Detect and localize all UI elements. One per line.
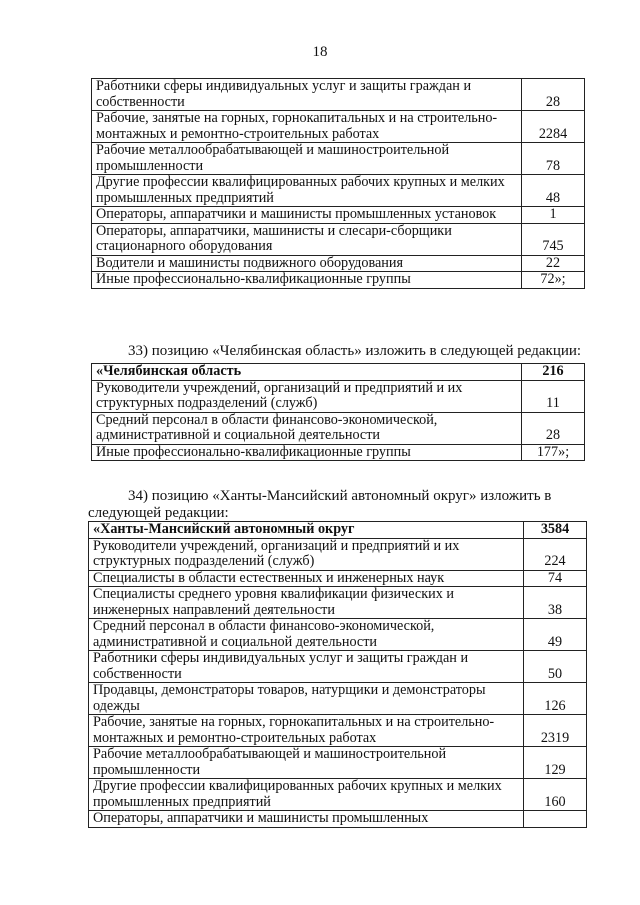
occupation-label: Специалисты в области естественных и инженерных наук [89,570,524,587]
occupation-count: 78 [522,143,585,175]
occupation-count: 745 [522,223,585,255]
table-row [89,683,587,715]
table-header-row [89,522,587,539]
occupation-count: 177»; [522,444,585,461]
table-row [89,747,587,779]
occupation-label: Рабочие металлообрабатывающей и машиностроительной промышленности [92,143,522,175]
table-chelyabinsk [91,363,585,461]
occupation-label: Руководители учреждений, организаций и предприятий и их структурных подразделений (служб) [89,538,524,570]
occupation-count: 129 [524,747,587,779]
occupation-count: 22 [522,255,585,272]
occupation-label: Работники сферы индивидуальных услуг и защиты граждан и собственности [89,651,524,683]
occupation-count: 74 [524,570,587,587]
section-34-intro-line2: следующей редакции: [88,505,229,521]
table-row [92,143,585,175]
occupation-label: Специалисты среднего уровня квалификации физических и инженерных направлений деятельности [89,587,524,619]
table-row [89,811,587,828]
occupation-label: Иные профессионально-квалификационные группы [92,272,522,289]
table-row [92,207,585,224]
table-continued [91,78,585,289]
occupation-count: 160 [524,779,587,811]
table-row [92,79,585,111]
table-row [92,272,585,289]
table-row [89,587,587,619]
occupation-label: Водители и машинисты подвижного оборудования [92,255,522,272]
table-row [92,412,585,444]
table-row [92,223,585,255]
section-34-intro-line1: 34) позицию «Ханты-Мансийский автономный округ» изложить в [128,488,552,504]
table-row [92,175,585,207]
table-body [92,79,585,289]
table-body [89,538,587,827]
occupation-label: Другие профессии квалифицированных рабочих крупных и мелких промышленных предприятий [92,175,522,207]
table-row [89,715,587,747]
region-name: «Челябинская область [92,364,522,381]
occupation-label: Работники сферы индивидуальных услуг и защиты граждан и собственности [92,79,522,111]
occupation-count: 28 [522,79,585,111]
region-total: 3584 [524,522,587,539]
section-34-intro [88,488,588,522]
region-name: «Ханты-Мансийский автономный округ [89,522,524,539]
occupation-label: Рабочие металлообрабатывающей и машиностроительной промышленности [89,747,524,779]
table-row [89,619,587,651]
occupation-count: 224 [524,538,587,570]
table-row [92,111,585,143]
table-header-row [92,364,585,381]
section-33-intro: 33) позицию «Челябинская область» изложить в следующей редакции: [128,343,582,359]
table-row [89,538,587,570]
region-total: 216 [522,364,585,381]
table-body [92,364,585,381]
occupation-label: Руководители учреждений, организаций и предприятий и их структурных подразделений (служб) [92,380,522,412]
table-row [92,444,585,461]
occupation-count: 1 [522,207,585,224]
occupation-count: 28 [522,412,585,444]
occupation-label: Рабочие, занятые на горных, горнокапитальных и на строительно-монтажных и ремонтно-строительных работах [89,715,524,747]
table-khanty-mansiysk [88,521,587,828]
occupation-count: 49 [524,619,587,651]
occupation-count [524,811,587,828]
occupation-count: 126 [524,683,587,715]
occupation-label: Средний персонал в области финансово-экономической, административной и социальной деятельности [89,619,524,651]
occupation-label: Операторы, аппаратчики, машинисты и слесари-сборщики стационарного оборудования [92,223,522,255]
occupation-count: 38 [524,587,587,619]
occupation-label: Средний персонал в области финансово-экономической, административной и социальной деятельности [92,412,522,444]
occupation-count: 72»; [522,272,585,289]
occupation-label: Операторы, аппаратчики и машинисты промышленных [89,811,524,828]
occupation-count: 2284 [522,111,585,143]
table-body [92,380,585,461]
table-row [89,779,587,811]
occupation-count: 48 [522,175,585,207]
occupation-label: Рабочие, занятые на горных, горнокапитальных и на строительно-монтажных и ремонтно-строительных работах [92,111,522,143]
table-row [92,255,585,272]
occupation-label: Операторы, аппаратчики и машинисты промышленных установок [92,207,522,224]
table-body [89,522,587,539]
table-row [89,651,587,683]
occupation-label: Иные профессионально-квалификационные группы [92,444,522,461]
table-row [89,570,587,587]
occupation-count: 2319 [524,715,587,747]
occupation-label: Продавцы, демонстраторы товаров, натурщики и демонстраторы одежды [89,683,524,715]
occupation-count: 50 [524,651,587,683]
occupation-label: Другие профессии квалифицированных рабочих крупных и мелких промышленных предприятий [89,779,524,811]
table-row [92,380,585,412]
occupation-count: 11 [522,380,585,412]
page-number: 18 [312,44,328,60]
